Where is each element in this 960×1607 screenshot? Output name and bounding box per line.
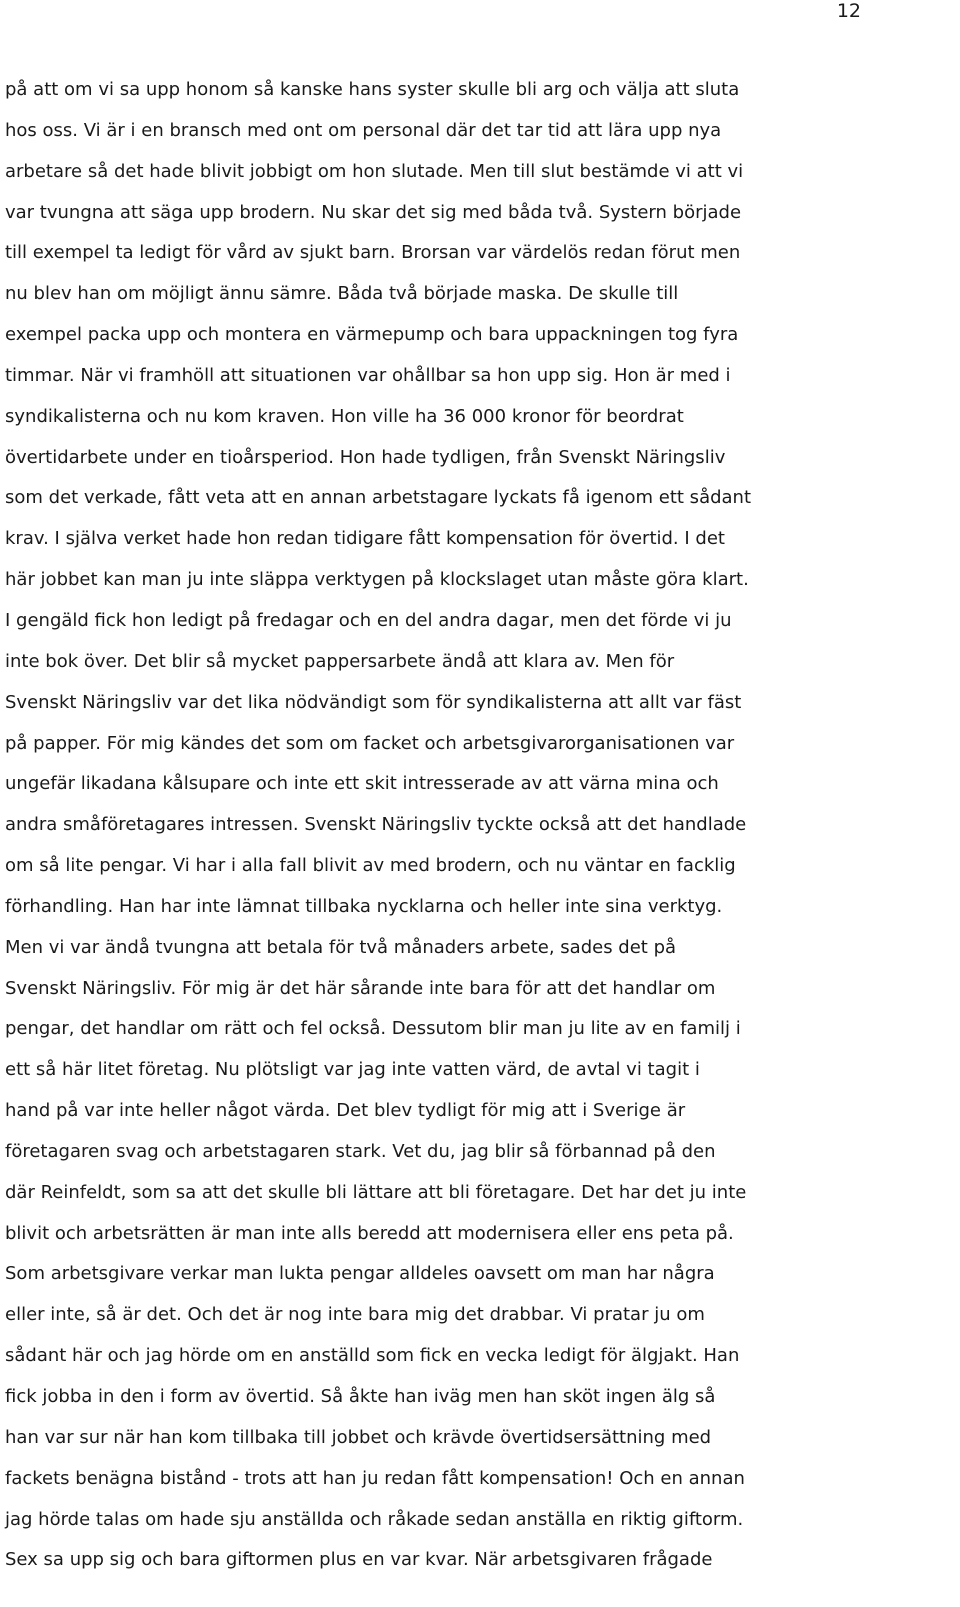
text-line: timmar. När vi framhöll att situationen var ohållbar sa hon upp sig. Hon är med i (5, 364, 731, 386)
text-line: fick jobba in den i form av övertid. Så åkte han iväg men han sköt ingen älg så (5, 1386, 716, 1407)
text-line: Svenskt Näringsliv var det lika nödvändigt som för syndikalisterna att allt var fäst (5, 691, 742, 713)
text-line: på att om vi sa upp honom så kanske hans syster skulle bli arg och välja att sluta (5, 79, 740, 100)
text-line: fackets benägna bistånd - trots att han ju redan fått kompensation! Och en annan (5, 1467, 745, 1489)
text-line: här jobbet kan man ju inte släppa verktygen på klockslaget utan måste göra klart. (5, 569, 749, 591)
text-line: Svenskt Näringsliv. För mig är det här sårande inte bara för att det handlar om (5, 977, 716, 999)
text-line: Sex sa upp sig och bara giftormen plus en var kvar. När arbetsgivaren frågade (5, 1549, 713, 1571)
text-line: nu blev han om möjligt ännu sämre. Båda två började maska. De skulle till (5, 283, 679, 305)
text-line: sådant här och jag hörde om en anställd som fick en vecka ledigt för älgjakt. Han (5, 1345, 740, 1367)
text-line: på papper. För mig kändes det som om facket och arbetsgivarorganisationen var (5, 732, 735, 754)
body-text (5, 70, 955, 1581)
page-number: 12 (836, 0, 861, 22)
text-line: pengar, det handlar om rätt och fel också. Dessutom blir man ju lite av en familj i (5, 1018, 741, 1040)
text-line: där Reinfeldt, som sa att det skulle bli lättare att bli företagare. Det har det ju inte (5, 1181, 747, 1203)
text-line: som det verkade, fått veta att en annan arbetstagare lyckats få igenom ett sådant (5, 487, 752, 509)
text-line: övertidarbete under en tioårsperiod. Hon hade tydligen, från Svenskt Näringsliv (5, 446, 726, 468)
text-line: inte bok över. Det blir så mycket pappersarbete ändå att klara av. Men för (5, 650, 675, 672)
text-line: förhandling. Han har inte lämnat tillbaka nycklarna och heller inte sina verktyg. (5, 895, 723, 917)
text-line: arbetare så det hade blivit jobbigt om hon slutade. Men till slut bestämde vi att vi (5, 160, 744, 182)
text-line: hand på var inte heller något värda. Det blev tydligt för mig att i Sverige är (5, 1100, 686, 1122)
text-line: var tvungna att säga upp brodern. Nu skar det sig med båda två. Systern började (5, 201, 742, 223)
text-line: hos oss. Vi är i en bransch med ont om personal där det tar tid att lära upp nya (5, 119, 722, 141)
text-line: exempel packa upp och montera en värmepump och bara uppackningen tog fyra (5, 324, 739, 346)
text-line: syndikalisterna och nu kom kraven. Hon ville ha 36 000 kronor för beordrat (5, 405, 684, 427)
text-line: krav. I själva verket hade hon redan tidigare fått kompensation för övertid. I det (5, 528, 725, 550)
text-line: Men vi var ändå tvungna att betala för två månaders arbete, sades det på (5, 936, 677, 958)
text-line: ungefär likadana kålsupare och inte ett skit intresserade av att värna mina och (5, 773, 719, 795)
text-line: jag hörde talas om hade sju anställda och råkade sedan anställa en riktig giftorm. (5, 1508, 744, 1530)
text-line: till exempel ta ledigt för vård av sjukt barn. Brorsan var värdelös redan förut men (5, 242, 741, 264)
text-line: om så lite pengar. Vi har i alla fall blivit av med brodern, och nu väntar en facklig (5, 855, 736, 877)
text-line: eller inte, så är det. Och det är nog inte bara mig det drabbar. Vi pratar ju om (5, 1304, 705, 1326)
text-line: Som arbetsgivare verkar man lukta pengar alldeles oavsett om man har några (5, 1263, 715, 1285)
text-line: blivit och arbetsrätten är man inte alls beredd att modernisera eller ens peta på. (5, 1222, 734, 1244)
text-line: andra småföretagares intressen. Svenskt Näringsliv tyckte också att det handlade (5, 814, 747, 836)
text-line: I gengäld fick hon ledigt på fredagar och en del andra dagar, men det förde vi ju (5, 609, 732, 631)
text-line: han var sur när han kom tillbaka till jobbet och krävde övertidsersättning med (5, 1426, 712, 1448)
text-line: ett så här litet företag. Nu plötsligt var jag inte vatten värd, de avtal vi tagit i (5, 1059, 700, 1081)
text-line: företagaren svag och arbetstagaren stark. Vet du, jag blir så förbannad på den (5, 1140, 716, 1162)
